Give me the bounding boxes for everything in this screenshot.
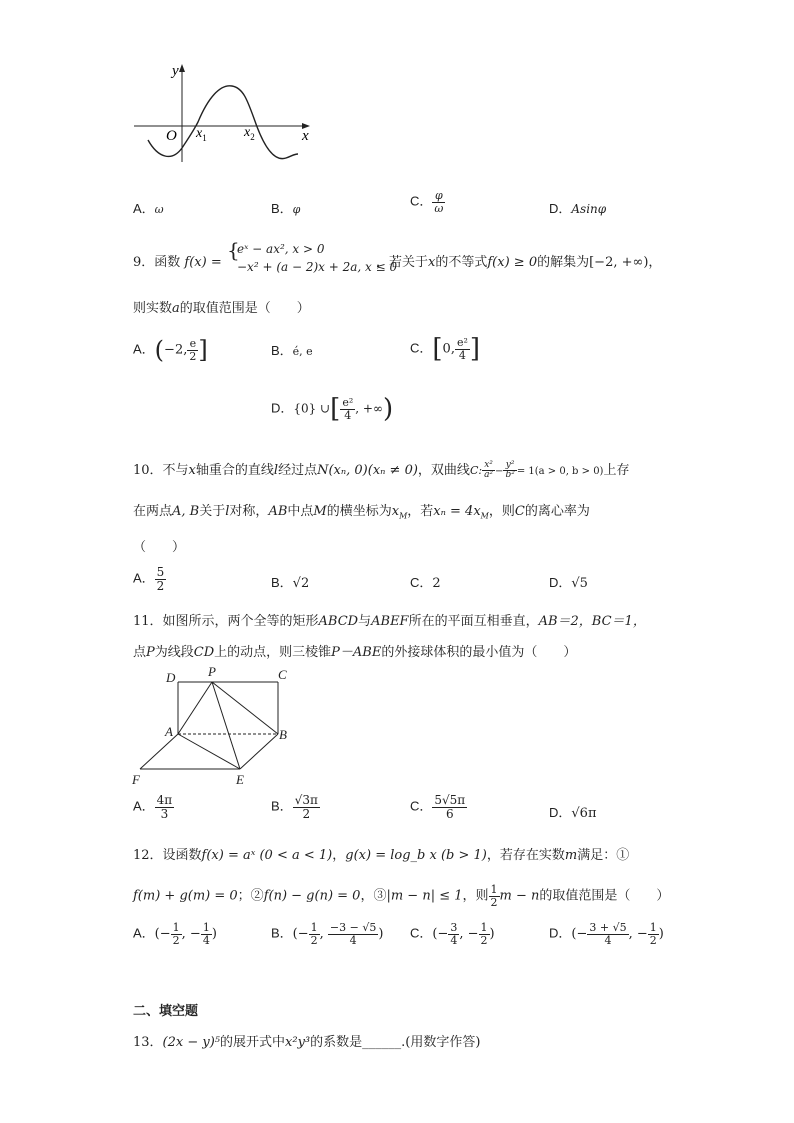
q10-var: C — [514, 504, 525, 519]
fraction-denominator: 4 — [349, 933, 357, 947]
q9-line1 — [133, 251, 222, 270]
q12-line2 — [133, 884, 669, 908]
label-P: P — [208, 664, 216, 679]
option-value: (− — [571, 926, 588, 942]
q12-option-a — [133, 922, 217, 946]
q10-text: 上存 — [603, 463, 630, 478]
x-label: x — [302, 128, 309, 144]
q11-var: ABEF — [371, 614, 409, 629]
q10-line1 — [133, 459, 629, 480]
q11-lengths: AB＝2，BC＝1， — [538, 614, 646, 629]
q9-text: 9．函数 — [133, 255, 181, 270]
q10-text: ，双曲线 — [417, 463, 470, 478]
fraction-numerator: 1 — [172, 921, 180, 934]
option-value: (− — [432, 926, 449, 942]
q9-case-2: −x² + (a − 2)x + 2a, x ≤ 0 — [237, 260, 398, 274]
q9-line2 — [133, 297, 310, 316]
q12-function-f: f(x) = aˣ (0 < a < 1) — [201, 848, 333, 863]
q10-option-d — [549, 572, 588, 591]
option-value: , − — [181, 926, 201, 942]
q13-text: 的展开式中 — [220, 1035, 286, 1050]
q13-text: .(用数字作答) — [401, 1035, 481, 1050]
q11-option-a — [133, 794, 174, 820]
q11-option-d — [549, 802, 597, 821]
q10-text: 中点 — [287, 504, 314, 519]
option-value: −2, — [164, 342, 188, 358]
fraction-numerator: 4π — [156, 793, 173, 807]
q10-text: ，若 — [407, 504, 434, 519]
option-letter: D． — [549, 201, 572, 216]
x1-label: $x_1$ — [196, 126, 207, 143]
fraction-numerator: 5 — [156, 565, 165, 579]
option-value: √6π — [571, 806, 597, 821]
q8-option-a — [133, 198, 164, 217]
q12-text: ， — [332, 848, 346, 863]
q10-text: 对称， — [229, 504, 269, 519]
label-C: C — [278, 667, 287, 682]
fraction-denominator: 2 — [189, 349, 197, 363]
q11-var: CD — [193, 645, 215, 660]
q12-cond-3: |m − n| ≤ 1 — [386, 888, 463, 904]
q11-option-b — [271, 794, 320, 820]
option-letter: B． — [271, 575, 293, 590]
q12-text: ，则 — [462, 888, 489, 904]
q11-line1 — [133, 610, 646, 629]
fraction-numerator: 1 — [202, 921, 210, 934]
q10-equation: xₙ = 4x — [433, 504, 481, 519]
q9-option-a: A．(−2, $\frac{e}{2}$ ] — [133, 336, 208, 364]
q12-line1 — [133, 844, 629, 863]
q10-var: x — [391, 504, 400, 519]
fraction-denominator: 4 — [202, 933, 210, 947]
option-letter: A． — [133, 201, 155, 216]
q12-option-d — [549, 922, 664, 946]
q13-answer-blank[interactable]: ______ — [362, 1035, 402, 1050]
q10-text: 关于 — [199, 504, 226, 519]
q10-op: − — [495, 466, 504, 477]
fraction-denominator: 2 — [490, 895, 498, 909]
q9-case-1: eˣ − ax², x > 0 — [237, 242, 325, 256]
q9-text: 的解集为 — [537, 255, 590, 270]
fraction-denominator: b² — [505, 470, 515, 480]
option-letter: D． — [549, 575, 572, 590]
label-A: A — [165, 724, 173, 739]
q12-expr: m − n — [499, 888, 540, 904]
q10-text: 经过点 — [278, 463, 318, 478]
q12-text: ；② — [237, 888, 264, 904]
q12-var: m — [564, 848, 578, 863]
fraction-numerator: 1 — [649, 921, 657, 934]
fraction-numerator: e² — [456, 335, 468, 349]
q9-text: 的取值范围是（ ） — [179, 301, 310, 316]
fraction-denominator: 2 — [156, 578, 165, 593]
option-value: , − — [628, 926, 648, 942]
q12-text: 的取值范围是（ ） — [539, 888, 670, 904]
option-value: (− — [292, 926, 309, 942]
q9-text: ，若关于 — [376, 255, 429, 270]
q11-text: 为线段 — [154, 645, 194, 660]
q12-function-g: g(x) = log_b x (b > 1) — [345, 848, 487, 863]
option-value: ) — [378, 926, 384, 942]
option-letter: A． — [133, 341, 155, 357]
label-B: B — [279, 727, 287, 742]
sine-graph — [128, 58, 318, 168]
q9-option-d: D．{0} ∪[ $\frac{\text{e²}}{4}$ , +∞) — [271, 394, 394, 424]
fraction-numerator: 3 + √5 — [589, 921, 627, 934]
option-value: ) — [489, 926, 495, 942]
option-value: φ — [292, 203, 301, 216]
option-value: , +∞ — [355, 401, 383, 416]
option-letter: C． — [410, 193, 433, 209]
q10-option-c — [410, 572, 441, 591]
option-value: ) — [211, 926, 217, 942]
fraction-numerator: y² — [503, 461, 516, 471]
q11-var: P－ABE — [331, 645, 382, 660]
q10-var: l — [225, 504, 230, 519]
q9-var: x — [428, 255, 436, 270]
label-F: F — [132, 772, 140, 787]
fraction-denominator: 2 — [172, 933, 180, 947]
question-13 — [133, 1031, 480, 1050]
option-value: (− — [154, 926, 171, 942]
q8-option-c — [410, 190, 445, 214]
q10-sub: M — [399, 511, 408, 521]
q9-line1-rest — [376, 251, 661, 270]
q13-expression: (2x − y)⁵ — [162, 1035, 221, 1050]
option-value: √2 — [292, 576, 310, 591]
fraction-denominator: 2 — [649, 933, 657, 947]
option-value: , − — [459, 926, 479, 942]
option-value: 2 — [432, 576, 441, 591]
q12-cond-1: f(m) + g(m) = 0 — [133, 888, 238, 904]
q8-option-b — [271, 198, 300, 217]
option-letter: C． — [410, 575, 433, 590]
pyramid-figure — [128, 664, 298, 790]
label-E: E — [236, 772, 244, 787]
q9-function: f(x) = — [184, 255, 222, 270]
fraction-denominator: 6 — [445, 806, 454, 821]
q10-line2 — [133, 500, 590, 521]
q9-inequality: f(x) ≥ 0 — [487, 255, 538, 270]
option-letter: D． — [549, 925, 572, 941]
q12-text: 12．设函数 — [133, 848, 202, 863]
option-value: Asinφ — [571, 202, 607, 216]
q10-text: 的横坐标为 — [326, 504, 392, 519]
q10-var: l — [273, 463, 279, 478]
q9-text: ， — [648, 255, 662, 270]
fraction-numerator: x² — [482, 461, 495, 471]
q9-option-b — [271, 340, 313, 359]
x2-label: $x_2$ — [244, 125, 255, 142]
option-value: √5 — [571, 576, 588, 591]
q12-text: ，若存在实数 — [486, 848, 565, 863]
q11-text: 与 — [358, 614, 372, 629]
q9-option-c: C．[0, $\frac{\text{e²}}{4}$ ] — [410, 334, 481, 364]
q9-brace: { — [227, 238, 240, 262]
q11-var: P — [146, 645, 155, 660]
fraction-denominator: 2 — [310, 933, 318, 947]
label-D: D — [166, 670, 176, 685]
q13-text: 的系数是 — [310, 1035, 363, 1050]
option-letter: A． — [133, 798, 155, 814]
y-label: y — [172, 63, 179, 79]
fraction-denominator: 3 — [160, 806, 169, 821]
option-value: ) — [658, 926, 664, 942]
fraction-numerator: 1 — [480, 921, 488, 934]
option-value: {0} ∪ — [293, 401, 331, 416]
fraction-numerator: e — [187, 338, 198, 351]
edge-EB — [240, 734, 278, 769]
option-letter: A． — [133, 925, 155, 941]
q11-option-c — [410, 794, 467, 820]
q13-text: 13． — [133, 1035, 163, 1050]
section-heading: 二、填空题 — [133, 1004, 199, 1019]
q10-var: A, B — [172, 504, 200, 519]
y-axis-arrow — [179, 64, 185, 72]
option-letter: B． — [271, 798, 293, 814]
q12-cond-2: f(n) − g(n) = 0 — [263, 888, 361, 904]
edge-PB — [212, 682, 278, 734]
edge-AF — [140, 734, 178, 769]
q9-text: 则实数 — [133, 301, 173, 316]
fraction-numerator: −3 − √5 — [329, 921, 377, 934]
q11-text: 点 — [133, 645, 147, 660]
option-letter: C． — [410, 925, 433, 941]
option-letter: A． — [133, 570, 155, 586]
fraction-numerator: e² — [342, 395, 354, 409]
fraction-denominator: 4 — [604, 933, 612, 947]
q10-option-b — [271, 572, 309, 591]
fraction-numerator: 1 — [490, 883, 498, 896]
q9-text: 的不等式 — [435, 255, 488, 270]
q9-cases — [237, 240, 397, 276]
option-letter: D． — [549, 805, 572, 820]
sine-curve — [148, 86, 298, 159]
q10-text: 的离心率为 — [524, 504, 590, 519]
option-letter: C． — [410, 340, 433, 356]
fraction-denominator: 4 — [450, 933, 458, 947]
q9-set: [−2, +∞) — [589, 255, 649, 270]
q10-option-a — [133, 566, 166, 592]
q11-line2 — [133, 641, 576, 660]
q11-text: 所在的平面互相垂直， — [408, 614, 539, 629]
q11-text: 11．如图所示，两个全等的矩形 — [133, 614, 319, 629]
option-letter: B． — [271, 201, 293, 216]
q12-text: 满足：① — [577, 848, 630, 863]
q11-text: 的外接球体积的最小值为（ ） — [381, 645, 577, 660]
q8-option-d — [549, 198, 606, 217]
q11-text: 上的动点，则三棱锥 — [214, 645, 332, 660]
q12-option-b — [271, 922, 383, 946]
fraction-denominator: 2 — [302, 806, 311, 821]
fraction-numerator: φ — [432, 190, 445, 203]
q10-var: C: — [469, 464, 483, 477]
q10-condition: = 1(a > 0, b > 0) — [516, 466, 604, 477]
q10-sub: M — [480, 511, 489, 521]
q10-text: ，则 — [488, 504, 515, 519]
option-letter: C． — [410, 798, 433, 814]
q10-text: 在两点 — [133, 504, 173, 519]
q10-text: 10．不与 — [133, 463, 189, 478]
q10-answer-paren: （ ） — [133, 540, 186, 555]
option-value: , — [319, 926, 328, 942]
fraction-denominator: ω — [434, 201, 444, 215]
q12-text: ，③ — [360, 888, 387, 904]
q10-point: N(xₙ, 0)(xₙ ≠ 0) — [317, 463, 418, 478]
q11-var: ABCD — [318, 614, 359, 629]
q10-text: 轴重合的直线 — [195, 463, 274, 478]
fraction-denominator: a² — [484, 470, 494, 480]
fraction-numerator: 5√5π — [434, 793, 466, 807]
fraction-numerator: 1 — [310, 921, 318, 934]
fraction-numerator: √3π — [294, 793, 318, 807]
origin-label: O — [166, 128, 177, 144]
q10-var: x — [188, 463, 196, 478]
option-letter: B． — [271, 925, 293, 941]
option-letter: B． — [271, 343, 293, 358]
option-value: ω — [154, 203, 164, 216]
option-value: é, e — [292, 345, 313, 358]
edge-PA — [178, 682, 212, 734]
q12-option-c — [410, 922, 495, 946]
fraction-denominator: 4 — [458, 348, 466, 362]
fraction-denominator: 2 — [480, 933, 488, 947]
fraction-denominator: 4 — [344, 408, 352, 422]
q10-var: AB — [268, 504, 288, 519]
q9-var: a — [172, 301, 180, 316]
q10-var: M — [313, 504, 327, 519]
fraction-numerator: 3 — [450, 921, 458, 934]
q13-term: x²y³ — [285, 1035, 311, 1050]
option-value: 0, — [442, 341, 455, 357]
option-letter: D． — [271, 400, 294, 416]
